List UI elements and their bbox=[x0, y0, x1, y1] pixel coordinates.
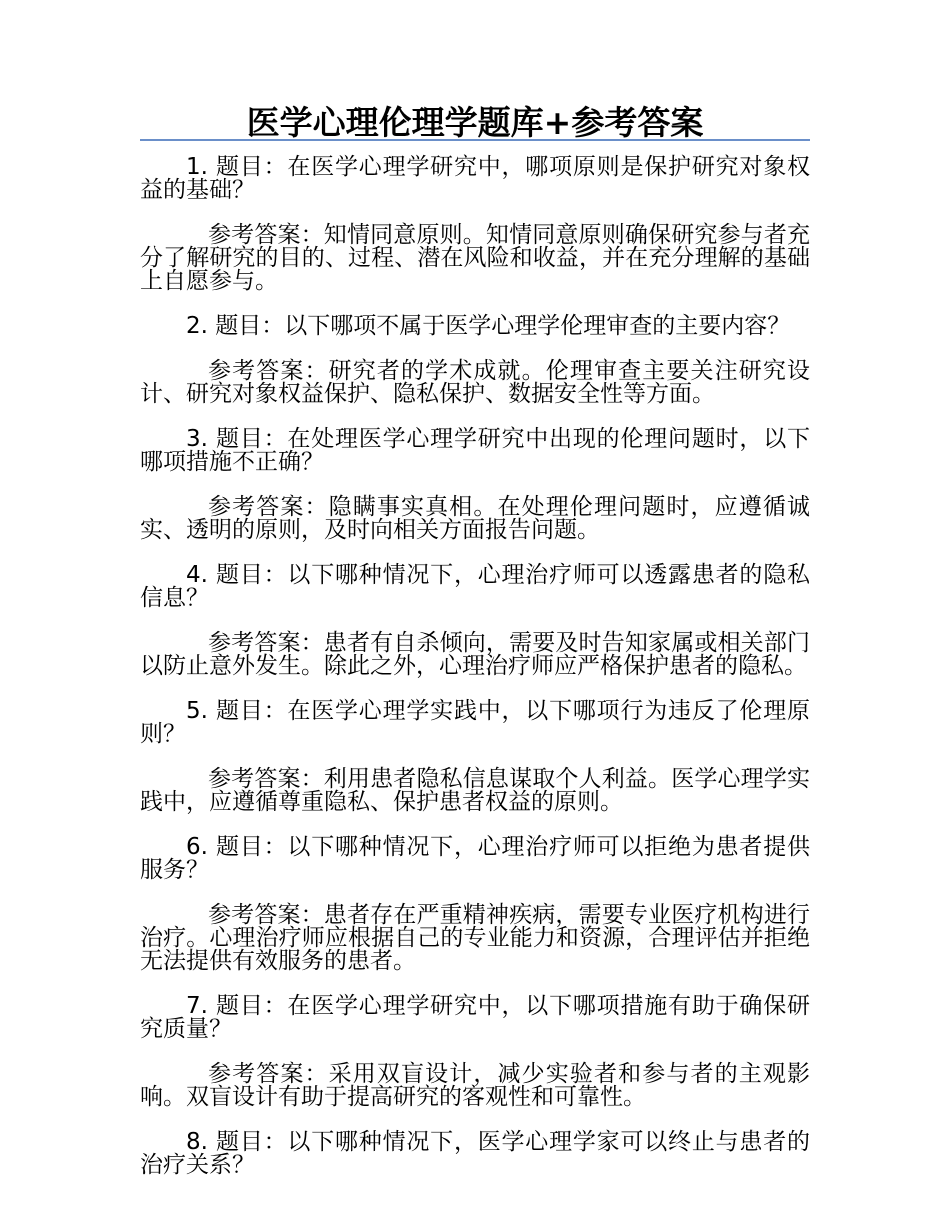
answer-7: 参考答案：采用双盲设计，减少实验者和参与者的主观影响。双盲设计有助于提高研究的客观性和可靠性。 bbox=[140, 1061, 810, 1110]
question-1: 1. 题目：在医学心理学研究中，哪项原则是保护研究对象权益的基础？ bbox=[140, 154, 810, 203]
question-7: 7. 题目：在医学心理学研究中，以下哪项措施有助于确保研究质量？ bbox=[140, 993, 810, 1042]
title-underline bbox=[140, 139, 810, 141]
answer-2: 参考答案：研究者的学术成就。伦理审查主要关注研究设计、研究对象权益保护、隐私保护、数据安全性等方面。 bbox=[140, 358, 810, 407]
question-8: 8. 题目：以下哪种情况下，医学心理学家可以终止与患者的治疗关系？ bbox=[140, 1129, 810, 1178]
answer-4: 参考答案：患者有自杀倾向，需要及时告知家属或相关部门以防止意外发生。除此之外，心理治疗师应严格保护患者的隐私。 bbox=[140, 630, 810, 679]
question-5: 5. 题目：在医学心理学实践中，以下哪项行为违反了伦理原则？ bbox=[140, 698, 810, 747]
document-title: 医学心理伦理学题库+参考答案 bbox=[246, 103, 704, 142]
question-4: 4. 题目：以下哪种情况下，心理治疗师可以透露患者的隐私信息？ bbox=[140, 562, 810, 611]
question-6: 6. 题目：以下哪种情况下，心理治疗师可以拒绝为患者提供服务？ bbox=[140, 834, 810, 883]
question-3: 3. 题目：在处理医学心理学研究中出现的伦理问题时，以下哪项措施不正确？ bbox=[140, 426, 810, 475]
answer-5: 参考答案：利用患者隐私信息谋取个人利益。医学心理学实践中，应遵循尊重隐私、保护患者权益的原则。 bbox=[140, 766, 810, 815]
answer-6: 参考答案：患者存在严重精神疾病，需要专业医疗机构进行治疗。心理治疗师应根据自己的专业能力和资源，合理评估并拒绝无法提供有效服务的患者。 bbox=[140, 902, 810, 974]
answer-3: 参考答案：隐瞒事实真相。在处理伦理问题时，应遵循诚实、透明的原则，及时向相关方面报告问题。 bbox=[140, 494, 810, 543]
document-body bbox=[140, 156, 810, 1199]
answer-1: 参考答案：知情同意原则。知情同意原则确保研究参与者充分了解研究的目的、过程、潜在风险和收益，并在充分理解的基础上自愿参与。 bbox=[140, 222, 810, 294]
question-2: 2. 题目：以下哪项不属于医学心理学伦理审查的主要内容？ bbox=[186, 313, 791, 339]
